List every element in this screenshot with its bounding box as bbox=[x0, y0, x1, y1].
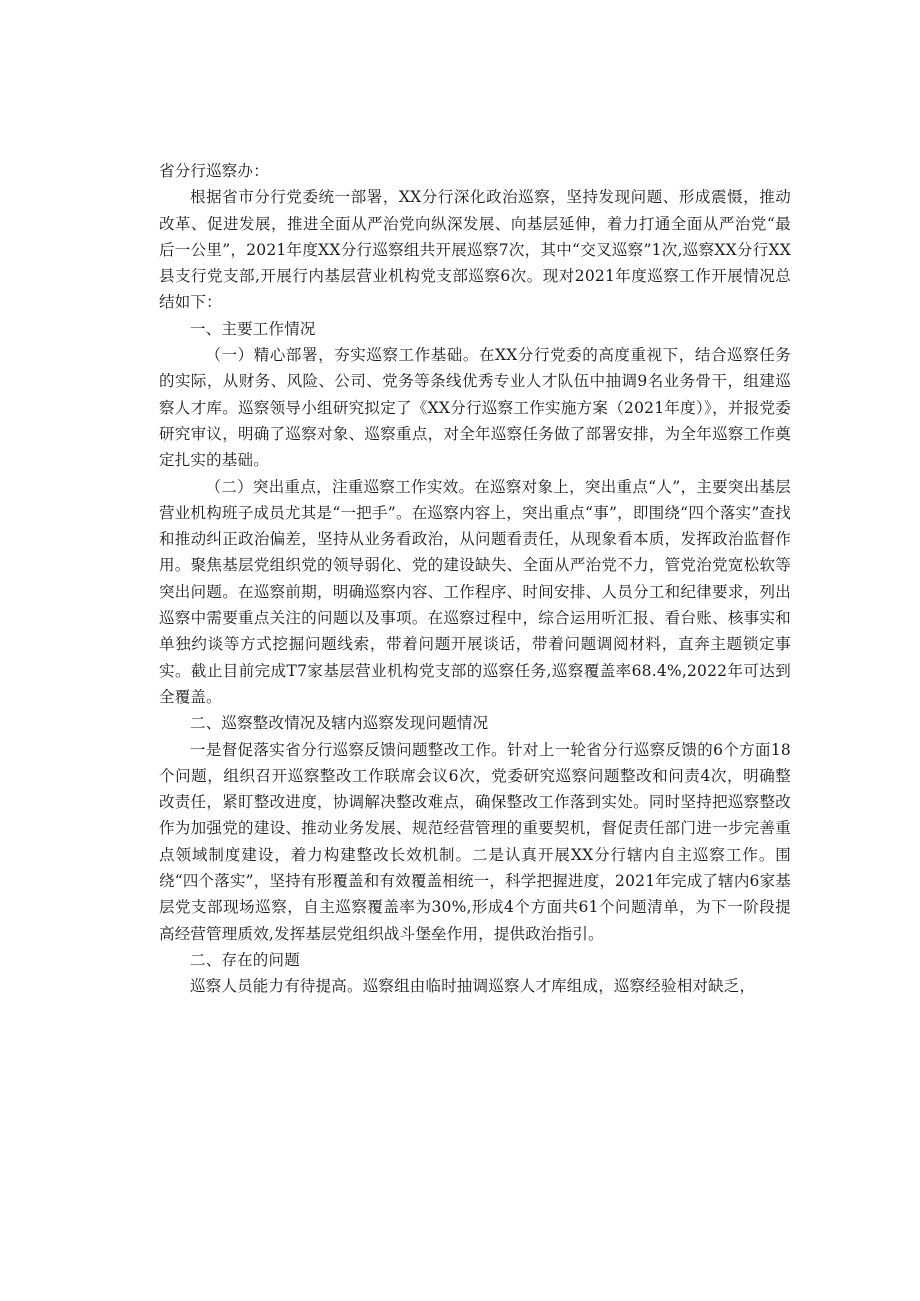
document-body bbox=[159, 158, 791, 1000]
section-heading-problems: 二、存在的问题 bbox=[190, 950, 300, 969]
paragraph-key-focus: （二）突出重点，注重巡察工作实效。在巡察对象上，突出重点“人”，主要突出基层营业机构班子成员尤其是“一把手”。在巡察内容上，突出重点“事”，即围绕“四个落实”查找和推动纠正政治偏差，坚持从业务看政治，从问题看责任，从现象看本质，发挥政治监督作用。聚焦基层党组织党的领导弱化、党的建设缺失、全面从严治党不力，管党治党宽松软等突出问题。在巡察前期，明确巡察内容、工作程序、时间安排、人员分工和纪律要求，列出巡察中需要重点关注的问题以及事项。在巡察过程中，综合运用听汇报、看台账、核事实和单独约谈等方式挖掘问题线索，带着问题开展谈话，带着问题调阅材料，直奔主题锁定事实。截止目前完成T7家基层营业机构党支部的巡察任务,巡察覆盖率68.4%,2022年可达到全覆盖。 bbox=[159, 477, 791, 706]
paragraph-rectification: 一是督促落实省分行巡察反馈问题整改工作。针对上一轮省分行巡察反馈的6个方面18个问题，组织召开巡察整改工作联席会议6次，党委研究巡察问题整改和问责4次，明确整改责任，紧盯整改进度，协调解决整改难点，确保整改工作落到实处。同时坚持把巡察整改作为加强党的建设、推动业务发展、规范经营管理的重要契机，督促责任部门进一步完善重点领域制度建设，着力构建整改长效机制。二是认真开展XX分行辖内自主巡察工作。围绕“四个落实”，坚持有形覆盖和有效覆盖相统一，科学把握进度，2021年完成了辖内6家基层党支部现场巡察，自主巡察覆盖率为30%,形成4个方面共61个问题清单，为下一阶段提高经营管理质效,发挥基层党组织战斗堡垒作用，提供政治指引。 bbox=[159, 740, 791, 943]
section-heading-main-work: 一、主要工作情况 bbox=[190, 319, 316, 338]
paragraph-problems: 巡察人员能力有待提高。巡察组由临时抽调巡察人才库组成，巡察经验相对缺乏， bbox=[190, 977, 756, 996]
section-heading-rectification: 二、巡察整改情况及辖内巡察发现问题情况 bbox=[190, 714, 489, 733]
paragraph-deployment: （一）精心部署，夯实巡察工作基础。在XX分行党委的高度重视下，结合巡察任务的实际，从财务、风险、公司、党务等条线优秀专业人才队伍中抽调9名业务骨干，组建巡察人才库。巡察领导小组研究拟定了《XX分行巡察工作实施方案（2021年度）》，并报党委研究审议，明确了巡察对象、巡察重点，对全年巡察任务做了部署安排，为全年巡察工作奠定扎实的基础。 bbox=[159, 346, 791, 470]
salutation: 省分行巡察办： bbox=[159, 162, 269, 180]
intro-paragraph: 根据省市分行党委统一部署，XX分行深化政治巡察，坚持发现问题、形成震慑，推动改革、促进发展，推进全面从严治党向纵深发展、向基层延伸，着力打通全面从严治党“最后一公里”，2021年度XX分行巡察组共开展巡察7次，其中“交叉巡察”1次,巡察XX分行XX县支行党支部,开展行内基层营业机构党支部巡察6次。现对2021年度巡察工作开展情况总结如下： bbox=[159, 188, 791, 312]
